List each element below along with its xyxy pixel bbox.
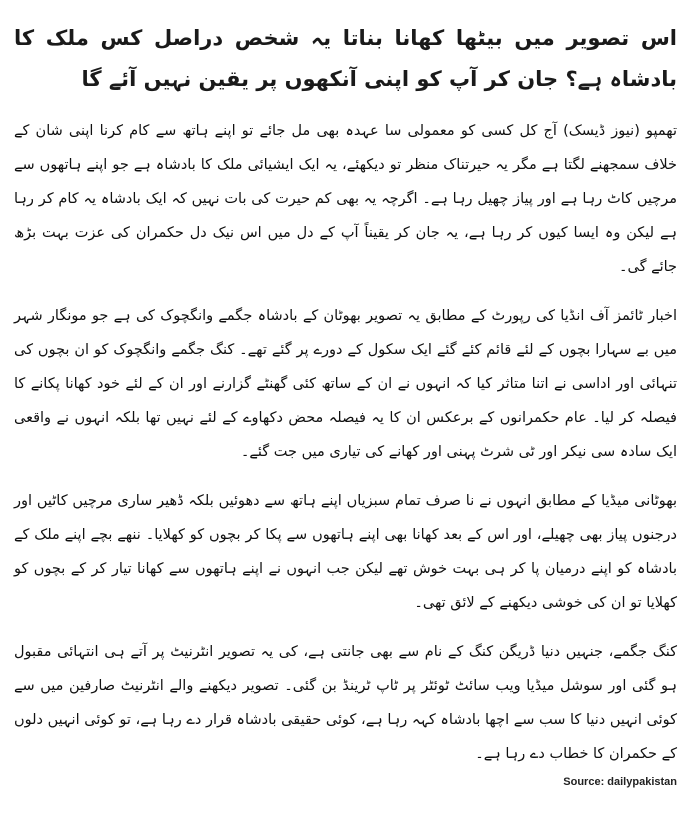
source-credit: Source: dailypakistan — [563, 776, 677, 788]
article-paragraph-2: اخبار ٹائمز آف انڈیا کی رپورٹ کے مطابق یہ تصویر بھوٹان کے بادشاہ جگمے وانگچوک کی ہے جو مونگار شہر میں بے سہارا بچوں کے لئے قائم کئے گئے ایک سکول کے دورے پر گئے تھے۔ کنگ جگمے وانگچوک کو ان بچوں کی تنہائی اور اداسی نے اتنا متاثر کیا کہ انہوں نے ان کے ساتھ کئی گھنٹے گزارنے اور ان کے لئے خود کھانا پکانے کا فیصلہ کر لیا۔ عام حکمرانوں کے برعکس ان کا یہ فیصلہ محض دکھاوے کے لئے نہیں تھا بلکہ انہوں نے واقعی ایک سادہ سی نیکر اور ٹی شرٹ پہنی اور کھانے کی تیاری میں جت گئے۔ — [14, 308, 677, 460]
article-title: اس تصویر میں بیٹھا کھانا بناتا یہ شخص دراصل کس ملک کا بادشاہ ہے؟ جان کر آپ کو اپنی آنکھوں پر یقین نہیں آئے گا — [14, 26, 677, 91]
article-paragraph-4: کنگ جگمے، جنہیں دنیا ڈریگن کنگ کے نام سے بھی جانتی ہے، کی یہ تصویر انٹرنیٹ پر آتے ہی انتہائی مقبول ہو گئی اور سوشل میڈیا ویب سائٹ ٹوئٹر پر ٹاپ ٹرینڈ بن گئی۔ تصویر دیکھنے والے انٹرنیٹ صارفین میں سے کوئی انہیں دنیا کا سب سے اچھا بادشاہ کہہ رہا ہے، کوئی حقیقی بادشاہ قرار دے رہا ہے، تو کوئی انہیں دلوں کے حکمران کا خطاب دے رہا ہے۔ — [14, 644, 677, 762]
article-paragraph-3: بھوٹانی میڈیا کے مطابق انہوں نے نا صرف تمام سبزیاں اپنے ہاتھ سے دھوئیں بلکہ ڈھیر ساری مرچیں کاٹیں اور درجنوں پیاز بھی چھیلے، اور اس کے بعد کھانا بھی اپنے ہاتھوں سے پکا کر بچوں کو کھلایا۔ ننھے بچے اپنے ملک کے بادشاہ کو اپنے درمیان پا کر ہی بہت خوش تھے لیکن جب انہوں نے اپنے ہاتھوں سے کھانا تیار کر کے بچوں کو کھلایا تو ان کی خوشی دیکھنے کے لائق تھی۔ — [14, 493, 677, 611]
article-paragraph-1: تھمپو (نیوز ڈیسک) آج کل کسی کو معمولی سا عہدہ بھی مل جائے تو اپنے ہاتھ سے کام کرنا اپنی شان کے خلاف سمجھنے لگتا ہے مگر یہ حیرتناک منظر تو دیکھئے، یہ ایک ایشیائی ملک کا بادشاہ ہے جو اپنے ہاتھوں سے مرچیں کاٹ رہا ہے اور پیاز چھیل رہا ہے۔ اگرچہ یہ بھی کم حیرت کی بات نہیں کہ ایک بادشاہ یہ کام کر رہا ہے لیکن وہ ایسا کیوں کر رہا ہے، یہ جان کر یقیناً آپ کے دل میں اس نیک دل حکمران کی عزت بہت بڑھ جائے گی۔ — [14, 123, 677, 275]
